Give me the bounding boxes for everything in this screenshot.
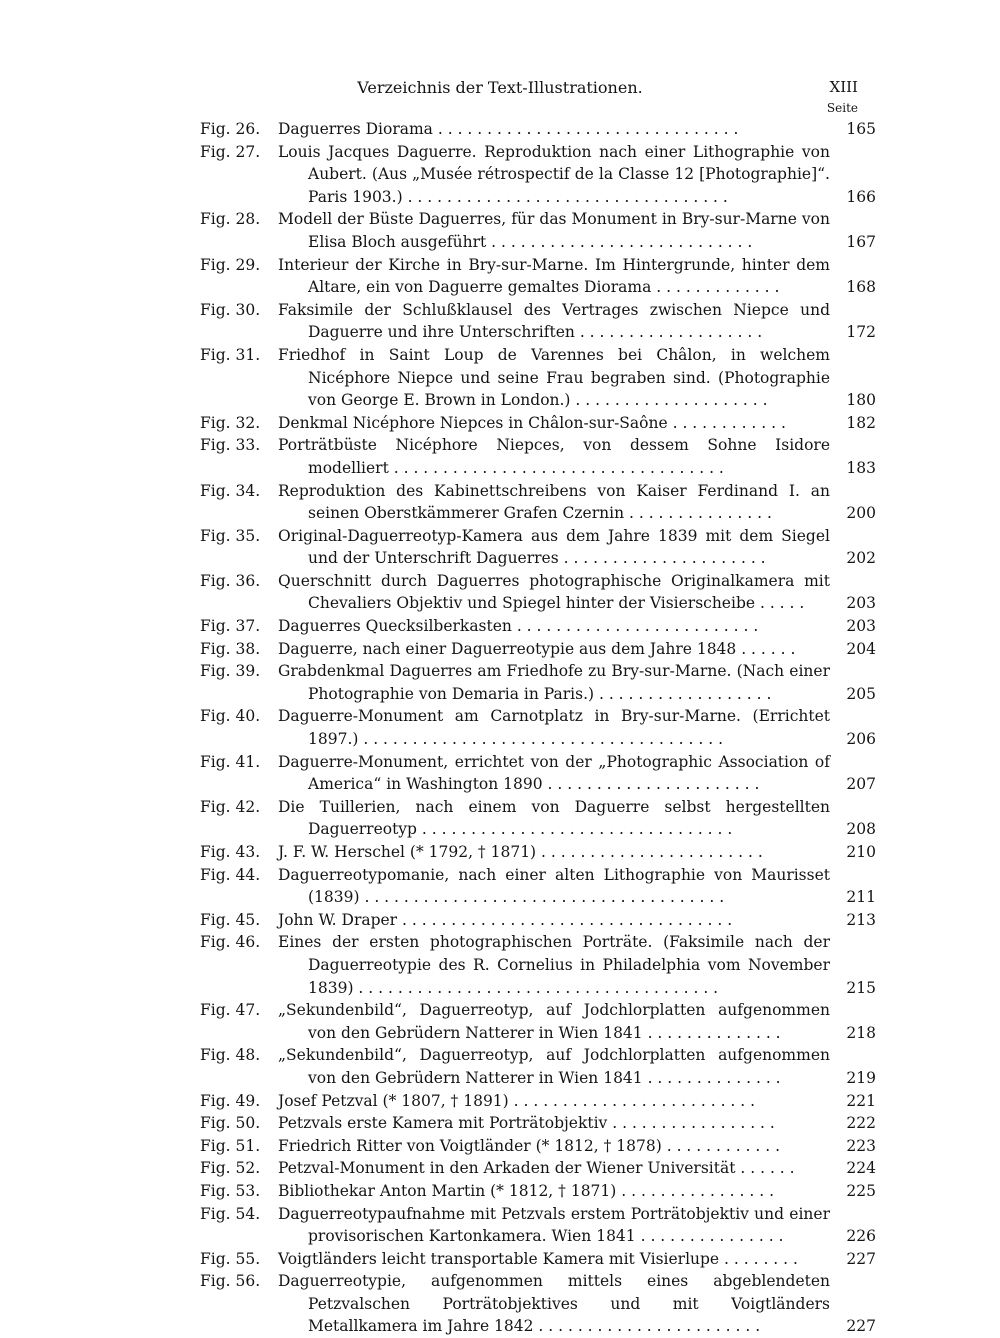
page-reference: 202 bbox=[846, 549, 876, 568]
page-reference: 200 bbox=[846, 504, 876, 523]
dot-leader: . . . . . . . . . . . . . . . . . . . . . . . . . . . bbox=[486, 232, 753, 251]
dot-leader: . . . . . . . . . . . . . . . . . . . . . . . bbox=[533, 1317, 761, 1336]
figure-number: Fig. 28. bbox=[200, 210, 261, 229]
figure-caption bbox=[278, 480, 830, 525]
figure-number: Fig. 48. bbox=[200, 1046, 261, 1065]
dot-leader: . . . . . . . . . . . . . . . . . . . . . . . . . . . . . . . . . . . . . bbox=[353, 978, 719, 997]
caption-text: Daguerreotypomanie, nach einer alten Lithographie von Maurisset (1839) bbox=[278, 865, 830, 907]
caption-text: Daguerreotypie, aufgenommen mittels eines abgeblendeten Petzvalschen Porträtobjektives und mit Voigtländers Metallkamera im Jahre 1842 bbox=[278, 1272, 830, 1336]
figure-caption bbox=[278, 615, 830, 638]
figure-number: Fig. 37. bbox=[200, 617, 261, 636]
page-reference: 226 bbox=[846, 1227, 876, 1246]
figure-entry bbox=[0, 999, 1000, 1044]
figure-number: Fig. 38. bbox=[200, 639, 261, 658]
figure-entry bbox=[0, 1157, 1000, 1180]
figure-caption bbox=[278, 570, 830, 615]
figure-caption bbox=[278, 299, 830, 344]
figure-caption bbox=[278, 1090, 830, 1113]
figure-entry bbox=[0, 909, 1000, 932]
dot-leader: . . . . . . . . . . . . bbox=[661, 1136, 781, 1155]
figure-list bbox=[0, 118, 1000, 1338]
figure-number: Fig. 43. bbox=[200, 843, 261, 861]
figure-caption bbox=[278, 1203, 830, 1248]
figure-caption bbox=[278, 525, 830, 570]
dot-leader: . . . . . . . . . . . . . . . . . . . . . bbox=[558, 549, 766, 568]
caption-text: Interieur der Kirche in Bry-sur-Marne. Im Hintergrunde, hinter dem Altare, ein von Daguerre gemaltes Diorama bbox=[278, 255, 830, 297]
figure-caption bbox=[278, 1157, 830, 1180]
page-reference: 205 bbox=[846, 684, 876, 703]
figure-entry bbox=[0, 570, 1000, 615]
figure-number: Fig. 26. bbox=[200, 120, 261, 138]
dot-leader: . . . . . . . . . . . . . . . . bbox=[616, 1181, 775, 1200]
running-title: Verzeichnis der Text-Illustrationen. bbox=[357, 78, 643, 97]
figure-entry bbox=[0, 1112, 1000, 1135]
page-reference: 206 bbox=[846, 730, 876, 749]
figure-number: Fig. 34. bbox=[200, 481, 261, 500]
page-reference: 210 bbox=[846, 843, 876, 861]
figure-caption bbox=[278, 1044, 830, 1089]
figure-number: Fig. 40. bbox=[200, 707, 261, 726]
figure-number: Fig. 44. bbox=[200, 865, 261, 884]
figure-number: Fig. 53. bbox=[200, 1181, 261, 1200]
page-reference: 213 bbox=[846, 910, 876, 929]
figure-number: Fig. 52. bbox=[200, 1159, 261, 1178]
figure-number: Fig. 31. bbox=[200, 345, 261, 364]
figure-caption bbox=[278, 864, 830, 909]
page-reference: 225 bbox=[846, 1181, 876, 1200]
page-reference: 211 bbox=[846, 888, 876, 907]
dot-leader: . . . . . bbox=[755, 594, 805, 613]
figure-number: Fig. 49. bbox=[200, 1091, 261, 1110]
figure-caption bbox=[278, 434, 830, 479]
caption-text: John W. Draper bbox=[278, 910, 398, 929]
page-reference: 218 bbox=[846, 1023, 876, 1042]
figure-entry bbox=[0, 615, 1000, 638]
dot-leader: . . . . . . . . . . . . . . . . . . . . . . bbox=[542, 775, 760, 794]
figure-entry bbox=[0, 1270, 1000, 1338]
figure-number: Fig. 32. bbox=[200, 413, 261, 432]
seite-label: Seite bbox=[826, 101, 858, 115]
figure-entry bbox=[0, 1248, 1000, 1271]
figure-number: Fig. 45. bbox=[200, 910, 261, 929]
figure-number: Fig. 55. bbox=[200, 1249, 261, 1268]
page-reference: 168 bbox=[846, 278, 876, 297]
page-reference: 204 bbox=[846, 639, 876, 658]
dot-leader: . . . . . . . . . . . . . . . . . . . . bbox=[570, 391, 768, 410]
page-reference: 207 bbox=[846, 775, 876, 794]
caption-text: Querschnitt durch Daguerres photographische Originalkamera mit Chevaliers Objektiv und Spiegel hinter der Visierscheibe bbox=[278, 571, 830, 613]
caption-text: Eines der ersten photographischen Porträte. (Faksimile nach der Daguerreotypie des R. Cornelius in Philadelphia vom November 1839) bbox=[278, 933, 830, 997]
dot-leader: . . . . . . bbox=[736, 639, 796, 658]
figure-number: Fig. 27. bbox=[200, 142, 261, 161]
caption-text: Grabdenkmal Daguerres am Friedhofe zu Bry-sur-Marne. (Nach einer Photographie von Demaria in Paris.) bbox=[278, 662, 830, 703]
caption-text: Reproduktion des Kabinettschreibens von Kaiser Ferdinand I. an seinen Oberstkämmerer Grafen Czernin bbox=[278, 481, 830, 523]
caption-text: Faksimile der Schlußklausel des Vertrages zwischen Niepce und Daguerre und ihre Unterschriften bbox=[278, 300, 830, 342]
figure-caption bbox=[278, 751, 830, 796]
figure-caption bbox=[278, 999, 830, 1044]
caption-text: Daguerres Diorama bbox=[278, 120, 433, 138]
figure-entry bbox=[0, 299, 1000, 344]
figure-entry bbox=[0, 1203, 1000, 1248]
dot-leader: . . . . . . . . . . . . . . . bbox=[624, 504, 772, 523]
figure-caption bbox=[278, 841, 830, 864]
figure-number: Fig. 29. bbox=[200, 255, 261, 274]
figure-entry bbox=[0, 412, 1000, 435]
figure-caption bbox=[278, 118, 830, 141]
page-reference: 219 bbox=[846, 1068, 876, 1087]
dot-leader: . . . . . . . . . . . . . . . bbox=[635, 1227, 784, 1246]
dot-leader: . . . . . . bbox=[735, 1159, 795, 1178]
figure-entry bbox=[0, 638, 1000, 661]
figure-caption bbox=[278, 660, 830, 705]
figure-entry bbox=[0, 141, 1000, 209]
figure-caption bbox=[278, 1135, 830, 1158]
figure-number: Fig. 47. bbox=[200, 1001, 261, 1020]
caption-text: Friedhof in Saint Loup de Varennes bei Châlon, in welchem Nicéphore Niepce und seine Frau begraben sind. (Photographie von George E. Brown in London.) bbox=[278, 345, 830, 410]
dot-leader: . . . . . . . . . . . . . . . . . . . . . . . . . . . . . . . . . . . . . bbox=[359, 888, 725, 907]
figure-entry bbox=[0, 480, 1000, 525]
caption-text: „Sekundenbild“, Daguerreotyp, auf Jodchlorplatten aufgenommen von den Gebrüdern Natterer in Wien 1841 bbox=[278, 1046, 830, 1087]
figure-number: Fig. 50. bbox=[200, 1114, 261, 1133]
figure-entry bbox=[0, 841, 1000, 864]
figure-number: Fig. 41. bbox=[200, 752, 261, 771]
page-number: XIII bbox=[829, 78, 858, 96]
figure-number: Fig. 33. bbox=[200, 436, 261, 455]
dot-leader: . . . . . . . . . . . . . . . . . . . . . . . . . . . . . . . bbox=[432, 120, 739, 138]
dot-leader: . . . . . . . . . . . . . . bbox=[642, 1023, 781, 1042]
figure-number: Fig. 54. bbox=[200, 1204, 261, 1223]
dot-leader: . . . . . . . . . . . . . . . . . . . . . . . . . bbox=[508, 1091, 756, 1110]
dot-leader: . . . . . . . . bbox=[719, 1249, 798, 1268]
page-reference: 227 bbox=[846, 1249, 876, 1268]
figure-entry bbox=[0, 344, 1000, 412]
page-reference: 223 bbox=[846, 1136, 876, 1155]
figure-caption bbox=[278, 909, 830, 932]
figure-entry bbox=[0, 660, 1000, 705]
figure-caption bbox=[278, 1112, 830, 1135]
caption-text: Daguerre-Monument am Carnotplatz in Bry-sur-Marne. (Errichtet 1897.) bbox=[278, 707, 830, 749]
dot-leader: . . . . . . . . . . . . . . . . . . . . . . . . . . . . . . . . bbox=[416, 820, 733, 839]
figure-caption bbox=[278, 254, 830, 299]
dot-leader: . . . . . . . . . . . . bbox=[667, 413, 786, 432]
figure-caption bbox=[278, 931, 830, 999]
page-reference: 222 bbox=[846, 1114, 876, 1133]
dot-leader: . . . . . . . . . . . . . . . . . . . . . . . . . bbox=[511, 617, 759, 636]
page-reference: 203 bbox=[846, 594, 876, 613]
caption-text: Original-Daguerreotyp-Kamera aus dem Jahre 1839 mit dem Siegel und der Unterschrift Daguerres bbox=[278, 526, 830, 568]
figure-number: Fig. 36. bbox=[200, 571, 261, 590]
caption-text: Modell der Büste Daguerres, für das Monument in Bry-sur-Marne von Elisa Bloch ausgeführt bbox=[278, 210, 830, 251]
figure-caption bbox=[278, 1270, 830, 1338]
figure-entry bbox=[0, 751, 1000, 796]
figure-entry bbox=[0, 1090, 1000, 1113]
figure-number: Fig. 46. bbox=[200, 933, 261, 952]
figure-number: Fig. 51. bbox=[200, 1136, 261, 1155]
figure-number: Fig. 56. bbox=[200, 1272, 261, 1291]
page-reference: 183 bbox=[846, 458, 876, 477]
page-reference: 165 bbox=[846, 120, 876, 138]
figure-caption bbox=[278, 208, 830, 253]
caption-text: „Sekundenbild“, Daguerreotyp, auf Jodchlorplatten aufgenommen von den Gebrüdern Natterer in Wien 1841 bbox=[278, 1001, 830, 1042]
dot-leader: . . . . . . . . . . . . . . bbox=[642, 1068, 781, 1087]
figure-entry bbox=[0, 434, 1000, 479]
figure-entry bbox=[0, 864, 1000, 909]
dot-leader: . . . . . . . . . . . . . . . . . bbox=[607, 1114, 775, 1133]
dot-leader: . . . . . . . . . . . . . . . . . . . . . . . . . . . . . . . . . . bbox=[397, 910, 733, 929]
figure-entry bbox=[0, 705, 1000, 750]
dot-leader: . . . . . . . . . . . . . bbox=[651, 278, 780, 297]
caption-text: Daguerreotypaufnahme mit Petzvals erstem Porträtobjektiv und einer provisorischen Kartonkamera. Wien 1841 bbox=[278, 1204, 830, 1246]
page-reference: 208 bbox=[846, 820, 876, 839]
figure-entry bbox=[0, 1180, 1000, 1203]
page-reference: 172 bbox=[846, 323, 876, 342]
page-reference: 166 bbox=[846, 187, 876, 206]
figure-caption bbox=[278, 796, 830, 841]
figure-entry bbox=[0, 118, 1000, 141]
figure-caption bbox=[278, 1248, 830, 1271]
caption-text: J. F. W. Herschel (* 1792, † 1871) bbox=[278, 843, 537, 861]
running-head bbox=[0, 78, 1000, 102]
caption-text: Friedrich Ritter von Voigtländer (* 1812, † 1878) bbox=[278, 1136, 662, 1155]
figure-number: Fig. 39. bbox=[200, 662, 261, 681]
figure-number: Fig. 30. bbox=[200, 300, 261, 319]
dot-leader: . . . . . . . . . . . . . . . . . . . . . . . . . . . . . . . . . . . . . bbox=[358, 730, 724, 749]
caption-text: Die Tuillerien, nach einem von Daguerre selbst hergestellten Daguerreotyp bbox=[278, 797, 830, 839]
figure-entry bbox=[0, 796, 1000, 841]
figure-entry bbox=[0, 1135, 1000, 1158]
dot-leader: . . . . . . . . . . . . . . . . . . . . . . . . . . . . . . . . . bbox=[402, 187, 728, 206]
figure-entry bbox=[0, 208, 1000, 253]
caption-text: Daguerres Quecksilberkasten bbox=[278, 617, 512, 636]
caption-text: Petzval-Monument in den Arkaden der Wiener Universität bbox=[278, 1159, 736, 1178]
page-reference: 221 bbox=[846, 1091, 876, 1110]
figure-entry bbox=[0, 254, 1000, 299]
caption-text: Petzvals erste Kamera mit Porträtobjektiv bbox=[278, 1114, 608, 1133]
figure-caption bbox=[278, 141, 830, 209]
dot-leader: . . . . . . . . . . . . . . . . . . . bbox=[574, 323, 763, 342]
caption-text: Bibliothekar Anton Martin (* 1812, † 1871) bbox=[278, 1181, 617, 1200]
caption-text: Daguerre, nach einer Daguerreotypie aus dem Jahre 1848 bbox=[278, 639, 737, 658]
figure-entry bbox=[0, 1044, 1000, 1089]
page-reference: 203 bbox=[846, 617, 876, 636]
caption-text: Voigtländers leicht transportable Kamera mit Visierlupe bbox=[278, 1249, 720, 1268]
figure-caption bbox=[278, 705, 830, 750]
figure-caption bbox=[278, 638, 830, 661]
figure-entry bbox=[0, 525, 1000, 570]
page-reference: 167 bbox=[846, 232, 876, 251]
page-reference: 182 bbox=[846, 413, 876, 432]
dot-leader: . . . . . . . . . . . . . . . . . . . . . . . bbox=[536, 843, 763, 861]
page-reference: 227 bbox=[846, 1317, 876, 1336]
caption-text: Daguerre-Monument, errichtet von der „Photographic Association of America“ in Washington 1890 bbox=[278, 752, 830, 794]
caption-text: Louis Jacques Daguerre. Reproduktion nach einer Lithographie von Aubert. (Aus „Musée rétrospectif de la Classe 12 [Photographie]“. Paris 1903.) bbox=[278, 142, 830, 206]
page-reference: 224 bbox=[846, 1159, 876, 1178]
figure-caption bbox=[278, 1180, 830, 1203]
caption-text: Denkmal Nicéphore Niepces in Châlon-sur-Saône bbox=[278, 413, 668, 432]
figure-caption bbox=[278, 412, 830, 435]
dot-leader: . . . . . . . . . . . . . . . . . . bbox=[594, 684, 772, 703]
figure-number: Fig. 35. bbox=[200, 526, 261, 545]
dot-leader: . . . . . . . . . . . . . . . . . . . . . . . . . . . . . . . . . . bbox=[388, 458, 724, 477]
caption-text: Josef Petzval (* 1807, † 1891) bbox=[278, 1091, 509, 1110]
caption-text: Porträtbüste Nicéphore Niepces, von dessem Sohne Isidore modelliert bbox=[278, 436, 830, 477]
page-reference: 215 bbox=[846, 978, 876, 997]
figure-entry bbox=[0, 931, 1000, 999]
figure-number: Fig. 42. bbox=[200, 797, 261, 816]
figure-caption bbox=[278, 344, 830, 412]
page-reference: 180 bbox=[846, 391, 876, 410]
